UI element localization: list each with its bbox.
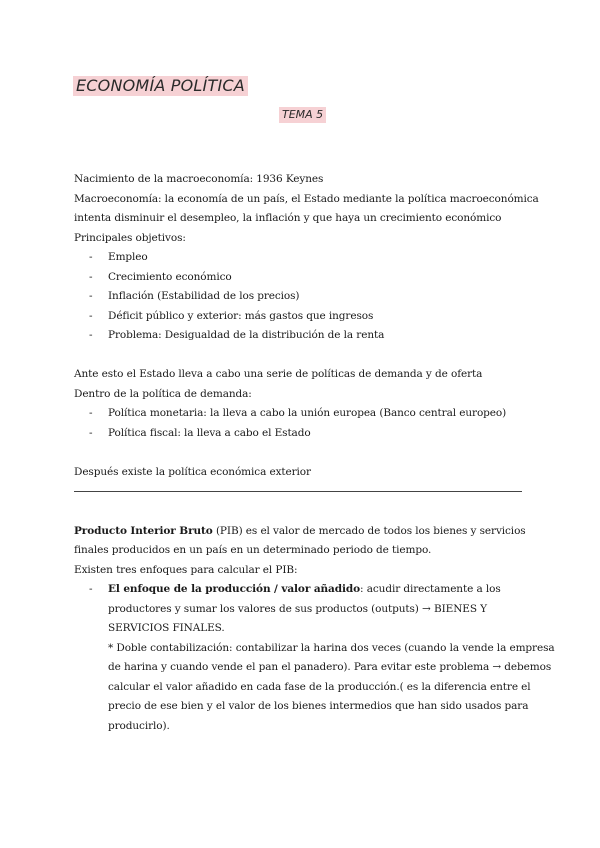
- policies-line: Ante esto el Estado lleva a cabo una serie de políticas de demanda y de oferta: [74, 368, 483, 380]
- list-item-text: Déficit público y exterior: más gastos que ingresos: [108, 309, 374, 322]
- pib-definition-text: (PIB) es el valor de mercado de todos los bienes y servicios: [212, 524, 526, 537]
- approach-line: productores y sumar los valores de sus productos (outputs) → BIENES Y: [108, 602, 488, 615]
- list-item: [74, 580, 534, 600]
- list-item-text: Crecimiento económico: [108, 270, 232, 283]
- document-body: [74, 170, 555, 736]
- page-title: ECONOMÍA POLÍTICA: [73, 76, 248, 96]
- intro-line: Macroeconomía: la economía de un país, el Estado mediante la política macroeconómica: [74, 192, 539, 205]
- pib-definition-line: [74, 522, 534, 542]
- approach-text: : acudir directamente a los: [360, 583, 501, 595]
- list-item: [74, 424, 534, 444]
- title-container: [73, 76, 248, 96]
- list-item: [74, 287, 534, 307]
- approach-title: El enfoque de la producción / valor añadido: [108, 583, 361, 595]
- pib-definition-line: finales producidos en un país en un determinado periodo de tiempo.: [74, 544, 432, 556]
- note-line: precio de ese bien y el valor de los bienes intermedios que han sido usados para: [108, 700, 529, 712]
- policies-closing: Después existe la política económica exterior: [74, 465, 311, 478]
- spacer: [74, 502, 534, 522]
- list-item: [74, 248, 534, 268]
- page-subtitle: TEMA 5: [279, 107, 326, 123]
- bullet-dash: -: [89, 329, 93, 341]
- bullet-dash: -: [89, 426, 93, 439]
- list-item: [74, 268, 534, 288]
- list-item: [74, 326, 534, 346]
- list-item: [74, 307, 534, 327]
- list-item: [74, 404, 534, 424]
- note-line: de harina y cuando vende el pan el panadero). Para evitar este problema → debemos: [108, 661, 552, 673]
- list-item-text: Problema: Desigualdad de la distribución de la renta: [108, 329, 385, 341]
- bullet-dash: -: [89, 270, 93, 283]
- policies-line: Dentro de la política de demanda:: [74, 387, 252, 400]
- spacer: [74, 443, 534, 463]
- list-item-text: Política fiscal: la lleva a cabo el Estado: [108, 426, 311, 439]
- pib-approaches-intro: Existen tres enfoques para calcular el PIB:: [74, 563, 298, 576]
- spacer: [74, 346, 534, 366]
- bullet-dash: -: [89, 407, 93, 419]
- bullet-dash: -: [89, 290, 93, 302]
- note-line: producirlo).: [108, 719, 170, 732]
- subtitle-container: [279, 103, 326, 123]
- intro-line: intenta disminuir el desempleo, la inflación y que haya un crecimiento económico: [74, 212, 502, 224]
- list-item-text: Política monetaria: la lleva a cabo la unión europea (Banco central europeo): [108, 407, 507, 419]
- pib-term: Producto Interior Bruto: [74, 524, 213, 537]
- list-item-text: Inflación (Estabilidad de los precios): [108, 290, 300, 302]
- approach-line: SERVICIOS FINALES.: [108, 622, 225, 634]
- objectives-heading: Principales objetivos:: [74, 231, 186, 244]
- bullet-dash: -: [89, 251, 93, 263]
- bullet-dash: -: [89, 309, 93, 322]
- horizontal-divider: [74, 491, 522, 492]
- list-item-text: Empleo: [108, 251, 148, 263]
- bullet-dash: -: [89, 583, 93, 595]
- note-line: * Doble contabilización: contabilizar la harina dos veces (cuando la vende la empresa: [108, 641, 555, 654]
- note-line: calcular el valor añadido en cada fase de la producción.( es la diferencia entre el: [108, 680, 531, 693]
- intro-line: Nacimiento de la macroeconomía: 1936 Keynes: [74, 173, 324, 185]
